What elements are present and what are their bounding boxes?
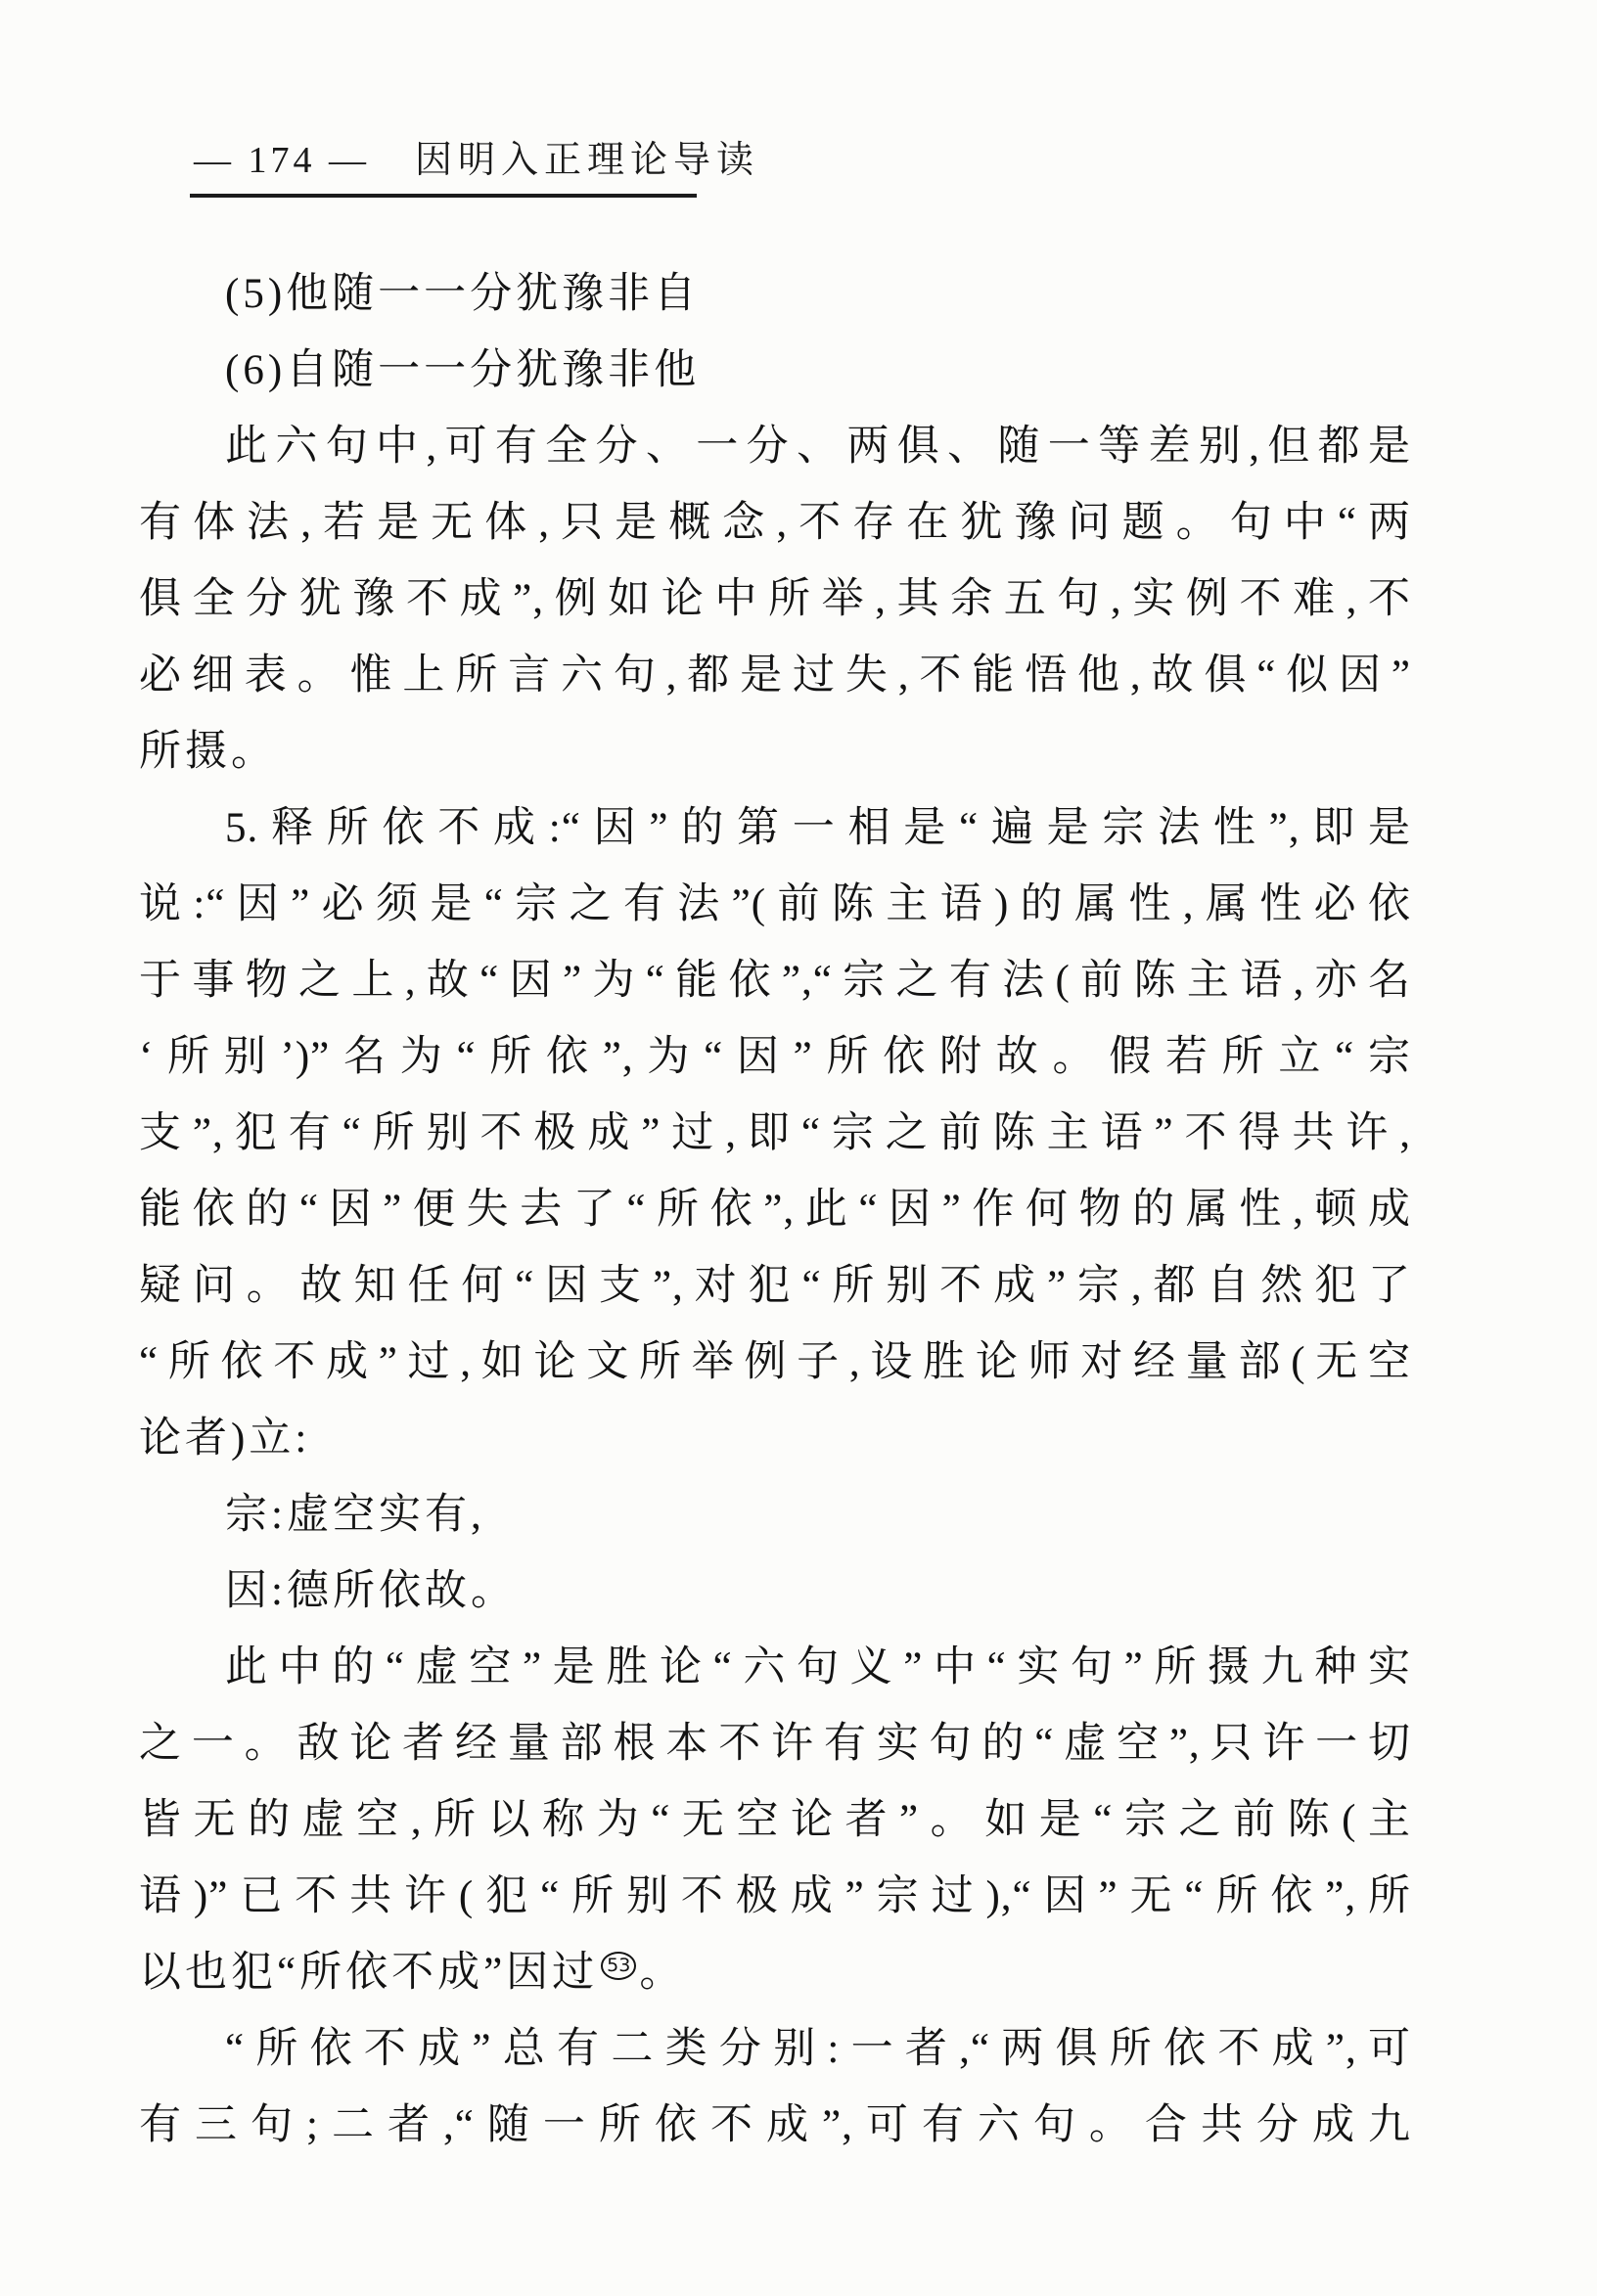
header-rule — [190, 194, 697, 198]
text-line: 此六句中,可有全分、一分、两俱、随一等差别,但都是 — [225, 424, 1411, 470]
text-line: 必细表。惟上所言六句,都是过失,不能悟他,故俱“似因” — [139, 653, 1411, 698]
text-line: 俱全分犹豫不成”,例如论中所举,其余五句,实例不难,不 — [139, 576, 1411, 622]
book-title: 因明入正理论导读 — [415, 140, 760, 181]
text-line: 于事物之上,故“因”为“能依”,“宗之有法(前陈主语,亦名 — [139, 958, 1411, 1004]
text-line: “所依不成”过,如论文所举例子,设胜论师对经量部(无空 — [139, 1339, 1411, 1385]
text-line: 说:“因”必须是“宗之有法”(前陈主语)的属性,属性必依 — [139, 881, 1411, 927]
line-text: 。 — [639, 1950, 686, 1996]
text-line: 因:德所依故。 — [225, 1568, 517, 1614]
text-line: 论者)立: — [139, 1416, 311, 1462]
text-line: 宗:虚空实有, — [225, 1492, 485, 1538]
text-line: (5)他随一一分犹豫非自 — [225, 271, 701, 317]
text-line: 5.释所依不成:“因”的第一相是“遍是宗法性”,即是 — [225, 805, 1411, 851]
text-line: “所依不成”总有二类分别:一者,“两俱所依不成”,可 — [225, 2026, 1411, 2072]
page-number: — 174 — — [194, 140, 370, 181]
text-line: (6)自随一一分犹豫非他 — [225, 347, 701, 393]
text-line: 有三句;二者,“随一所依不成”,可有六句。合共分成九 — [139, 2102, 1411, 2148]
text-line: 之一。敌论者经量部根本不许有实句的“虚空”,只许一切 — [139, 1721, 1411, 1767]
text-line: 疑问。故知任何“因支”,对犯“所别不成”宗,都自然犯了 — [139, 1263, 1411, 1309]
footnote-marker: 53 — [601, 1952, 636, 1980]
line-text: 以也犯“所依不成”因过 — [139, 1950, 599, 1996]
text-line: 支”,犯有“所别不极成”过,即“宗之前陈主语”不得共许, — [139, 1110, 1411, 1156]
text-line: 语)”已不共许(犯“所别不极成”宗过),“因”无“所依”,所 — [139, 1873, 1411, 1919]
text-line: 有体法,若是无体,只是概念,不存在犹豫问题。句中“两 — [139, 500, 1411, 546]
text-line: 能依的“因”便失去了“所依”,此“因”作何物的属性,顿成 — [139, 1187, 1411, 1233]
text-line — [139, 1935, 1411, 2011]
page-header — [194, 137, 760, 184]
body-text — [139, 256, 1411, 2164]
text-line: 皆无的虚空,所以称为“无空论者”。如是“宗之前陈(主 — [139, 1797, 1411, 1843]
text-line: ‘所别’)”名为“所依”,为“因”所依附故。假若所立“宗 — [139, 1034, 1411, 1080]
text-line: 此中的“虚空”是胜论“六句义”中“实句”所摄九种实 — [225, 1644, 1411, 1690]
text-line: 所摄。 — [139, 729, 277, 775]
